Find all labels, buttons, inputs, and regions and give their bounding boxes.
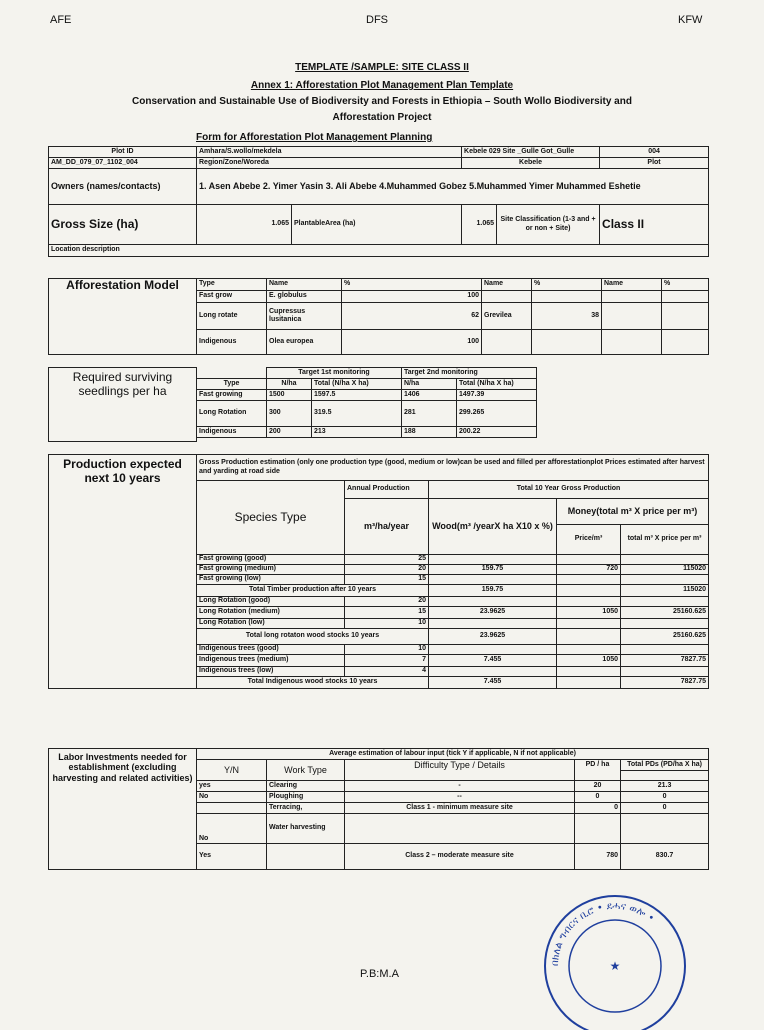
- production-label: Production expected next 10 years: [49, 455, 197, 689]
- total-value: [621, 555, 709, 565]
- model-pct: 100: [342, 291, 482, 303]
- wood-value: [429, 619, 557, 629]
- wood-value: 7.455: [429, 655, 557, 667]
- labor-difficulty: Class 2 – moderate measure site: [345, 844, 575, 870]
- seedlings-n2: 188: [402, 427, 457, 438]
- species-name: Total Indigenous wood stocks 10 years: [197, 677, 429, 689]
- wood-value: [429, 667, 557, 677]
- price-value: [557, 555, 621, 565]
- totalprice-h: total m³ X price per m³: [621, 525, 709, 555]
- header-left: AFE: [50, 14, 72, 26]
- labor-yn: yes: [197, 781, 267, 792]
- labor-label: Labor Investments needed for establishment (excluding harvesting and related activities): [49, 749, 197, 870]
- gross-size-label: Gross Size (ha): [49, 205, 197, 245]
- annual-value: 4: [345, 667, 429, 677]
- labor-work: Terracing,: [267, 803, 345, 814]
- model-h-pct3: %: [662, 279, 709, 291]
- region-label: Region/Zone/Woreda: [197, 158, 462, 169]
- gross-size-value: 1.065: [197, 205, 292, 245]
- labor-total: 830.7: [621, 844, 709, 870]
- labor-difficulty: Class 1 - minimum measure site: [345, 803, 575, 814]
- labor-difficulty: -: [345, 781, 575, 792]
- kebele-value: Kebele 029 Site _Gulle Got_Gulle: [462, 147, 600, 158]
- project-title-2: Afforestation Project: [332, 112, 432, 123]
- labor-pd: [575, 814, 621, 844]
- header-right: KFW: [678, 14, 703, 26]
- seedlings-t1: 1597.5: [312, 390, 402, 401]
- project-title-1: Conservation and Sustainable Use of Biodiversity and Forests in Ethiopia – South Wollo Biodiversity and: [132, 96, 632, 107]
- price-h: Price/m³: [557, 525, 621, 555]
- labor-difficulty: [345, 814, 575, 844]
- price-value: [557, 575, 621, 585]
- annual-value: 10: [345, 645, 429, 655]
- model-h-pct: %: [342, 279, 482, 291]
- price-value: [557, 585, 621, 597]
- wood-value: 23.9625: [429, 629, 557, 645]
- seedlings-total2-h: Total (N/ha X ha): [457, 379, 537, 390]
- total-value: [621, 575, 709, 585]
- plot-info-table: [48, 146, 709, 257]
- model-pct2: 38: [532, 303, 602, 330]
- wood-value: [429, 555, 557, 565]
- price-value: 720: [557, 565, 621, 575]
- official-seal: [538, 890, 692, 1030]
- price-value: [557, 629, 621, 645]
- labor-yn: Yes: [197, 844, 267, 870]
- annex-title: Annex 1: Afforestation Plot Management Plan Template: [250, 80, 514, 91]
- wood-h: Wood(m³ /yearX ha X10 x %): [429, 499, 557, 555]
- model-pct: 100: [342, 330, 482, 355]
- seedlings-nha2-h: N/ha: [402, 379, 457, 390]
- production-note: Gross Production estimation (only one production type (good, medium or low)can be used and filled per afforestationplot Prices estimated after harvest and yarding at road side: [197, 455, 709, 481]
- labor-total: 21.3: [621, 781, 709, 792]
- model-name: E. globulus: [267, 291, 342, 303]
- seal-text: በክለል ግብርና ቢሮ • ደሓና ወሎ •: [549, 900, 657, 967]
- labor-yn: [197, 803, 267, 814]
- seedlings-n2: 281: [402, 401, 457, 427]
- model-h-type: Type: [197, 279, 267, 291]
- labor-estimation-h: Average estimation of labour input (tick Y if applicable, N if not applicable): [197, 749, 709, 760]
- total10-h: Total 10 Year Gross Production: [429, 481, 709, 499]
- price-value: 1050: [557, 607, 621, 619]
- species-name: Fast growing (low): [197, 575, 345, 585]
- model-name2: [482, 330, 532, 355]
- model-type: Fast grow: [197, 291, 267, 303]
- annual-production-h: Annual Production: [345, 481, 429, 499]
- labor-yn: No: [197, 792, 267, 803]
- model-h-name3: Name: [602, 279, 662, 291]
- total-value: [621, 597, 709, 607]
- total-pd-h: Total PDs (PD/ha X ha): [621, 760, 709, 771]
- model-h-pct2: %: [532, 279, 602, 291]
- seedlings-t1: 319.5: [312, 401, 402, 427]
- seedlings-type: Long Rotation: [197, 401, 267, 427]
- unit-h: m³/ha/year: [345, 499, 429, 555]
- difficulty-h: Difficulty Type / Details: [345, 760, 575, 781]
- plot-label: Plot: [600, 158, 709, 169]
- wood-value: [429, 597, 557, 607]
- seedlings-t2: 1497.39: [457, 390, 537, 401]
- seedlings-n1: 1500: [267, 390, 312, 401]
- species-name: Total Timber production after 10 years: [197, 585, 429, 597]
- total-value: 7827.75: [621, 677, 709, 689]
- model-pct2: [532, 330, 602, 355]
- header-center: DFS: [366, 14, 388, 26]
- labor-work: Ploughing: [267, 792, 345, 803]
- species-name: Total long rotaton wood stocks 10 years: [197, 629, 429, 645]
- model-pct2: [532, 291, 602, 303]
- seedlings-n2: 1406: [402, 390, 457, 401]
- price-value: [557, 667, 621, 677]
- seedlings-t2: 200.22: [457, 427, 537, 438]
- price-value: [557, 677, 621, 689]
- species-name: Indigenous trees (good): [197, 645, 345, 655]
- wood-value: 159.75: [429, 565, 557, 575]
- site-class-value: Class II: [600, 205, 709, 245]
- model-type: Long rotate: [197, 303, 267, 330]
- model-name: Olea europea: [267, 330, 342, 355]
- total-value: 115020: [621, 585, 709, 597]
- total-value: [621, 645, 709, 655]
- labor-work: [267, 844, 345, 870]
- total-value: 25160.625: [621, 629, 709, 645]
- footer-text: P.B:M.A: [360, 968, 399, 980]
- seedlings-type: Fast growing: [197, 390, 267, 401]
- model-h-name: Name: [267, 279, 342, 291]
- region-value: Amhara/S.wollo/mekdela: [197, 147, 462, 158]
- annual-value: 20: [345, 565, 429, 575]
- model-type: Indigenous: [197, 330, 267, 355]
- seedlings-n1: 300: [267, 401, 312, 427]
- annual-value: 7: [345, 655, 429, 667]
- money-h: Money(total m³ X price per m³): [557, 499, 709, 525]
- price-value: 1050: [557, 655, 621, 667]
- labor-pd: 20: [575, 781, 621, 792]
- owners-label: Owners (names/contacts): [49, 169, 197, 205]
- kebele-label: Kebele: [462, 158, 600, 169]
- wood-value: [429, 645, 557, 655]
- template-title: TEMPLATE /SAMPLE: SITE CLASS II: [295, 62, 469, 73]
- seedlings-table: [48, 367, 709, 442]
- total-value: 115020: [621, 565, 709, 575]
- species-name: Long Rotation (low): [197, 619, 345, 629]
- production-table: [48, 454, 709, 689]
- labor-total: [621, 814, 709, 844]
- pd-ha-h: PD / ha: [575, 760, 621, 771]
- plot-id-label: Plot ID: [49, 147, 197, 158]
- labor-total: 0: [621, 803, 709, 814]
- model-h-name2: Name: [482, 279, 532, 291]
- seedlings-n1: 200: [267, 427, 312, 438]
- total-value: [621, 667, 709, 677]
- labor-work: Clearing: [267, 781, 345, 792]
- model-name2: Grevilea: [482, 303, 532, 330]
- labor-yn: No: [197, 814, 267, 844]
- location-label: Location description: [49, 245, 709, 257]
- model-pct: 62: [342, 303, 482, 330]
- form-title: Form for Afforestation Plot Management Planning: [196, 132, 433, 143]
- species-name: Long Rotation (medium): [197, 607, 345, 619]
- seedlings-t1: 213: [312, 427, 402, 438]
- model-table: [48, 278, 709, 355]
- species-name: Fast growing (medium): [197, 565, 345, 575]
- plantable-area-label: PlantableArea (ha): [292, 205, 462, 245]
- species-name: Long Rotation (good): [197, 597, 345, 607]
- annual-value: 15: [345, 607, 429, 619]
- monitor2-label: Target 2nd monitoring: [402, 368, 537, 379]
- monitor1-label: Target 1st monitoring: [267, 368, 402, 379]
- seedlings-t2: 299.265: [457, 401, 537, 427]
- annual-value: 20: [345, 597, 429, 607]
- labor-total: 0: [621, 792, 709, 803]
- seedlings-label: Required surviving seedlings per ha: [49, 368, 197, 442]
- total-value: 25160.625: [621, 607, 709, 619]
- species-name: Indigenous trees (medium): [197, 655, 345, 667]
- labor-pd: 0: [575, 792, 621, 803]
- model-label: Afforestation Model: [49, 279, 197, 355]
- owners-value: 1. Asen Abebe 2. Yimer Yasin 3. Ali Abebe 4.Muhammed Gobez 5.Muhammed Yimer Muhammed Eshetie: [197, 169, 709, 205]
- annual-value: 25: [345, 555, 429, 565]
- total-value: 7827.75: [621, 655, 709, 667]
- species-type-h: Species Type: [197, 481, 345, 555]
- labor-pd: 780: [575, 844, 621, 870]
- labor-difficulty: --: [345, 792, 575, 803]
- labor-work: Water harvesting: [267, 814, 345, 844]
- seedlings-nha-h: N/ha: [267, 379, 312, 390]
- work-type-h: Work Type: [267, 760, 345, 781]
- seedlings-total-h: Total (N/ha X ha): [312, 379, 402, 390]
- species-name: Indigenous trees (low): [197, 667, 345, 677]
- model-name: Cupressus lusitanica: [267, 303, 342, 330]
- seedlings-type: Indigenous: [197, 427, 267, 438]
- site-class-label: Site Classification (1-3 and + or non + Site): [497, 205, 600, 245]
- annual-value: 15: [345, 575, 429, 585]
- seal-star-icon: ★: [609, 959, 621, 973]
- labor-pd: 0: [575, 803, 621, 814]
- price-value: [557, 597, 621, 607]
- plot-id-value: AM_DD_079_07_1102_004: [49, 158, 197, 169]
- species-name: Fast growing (good): [197, 555, 345, 565]
- labor-table: [48, 748, 709, 870]
- plot-number: 004: [600, 147, 709, 158]
- total-value: [621, 619, 709, 629]
- wood-value: [429, 575, 557, 585]
- model-name2: [482, 291, 532, 303]
- wood-value: 23.9625: [429, 607, 557, 619]
- wood-value: 159.75: [429, 585, 557, 597]
- seedlings-type-h: Type: [197, 379, 267, 390]
- wood-value: 7.455: [429, 677, 557, 689]
- price-value: [557, 645, 621, 655]
- plantable-area-value: 1.065: [462, 205, 497, 245]
- price-value: [557, 619, 621, 629]
- annual-value: 10: [345, 619, 429, 629]
- yn-h: Y/N: [197, 760, 267, 781]
